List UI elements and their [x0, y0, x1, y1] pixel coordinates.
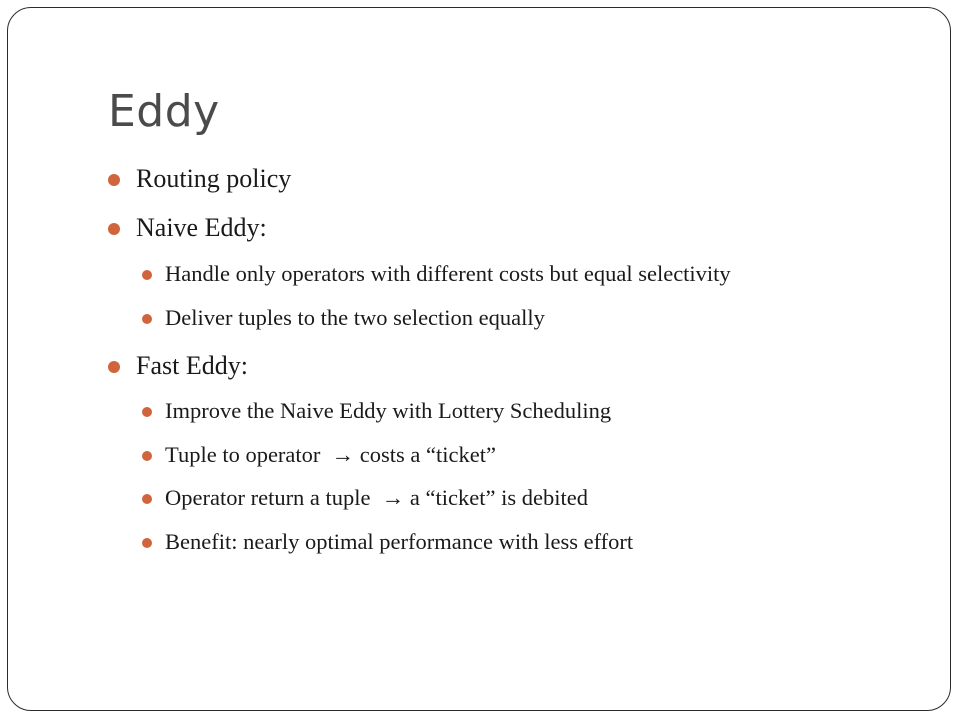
- sub-bullet-operator-return: [142, 482, 588, 514]
- bullet-fast-eddy: [108, 348, 248, 384]
- sub-bullet-tuple-to-operator: [142, 439, 496, 471]
- bullet-dot-icon: [142, 270, 152, 280]
- bullet-naive-eddy: [108, 210, 267, 246]
- bullet-text: Routing policy: [136, 164, 292, 193]
- sub-bullet-deliver-tuples: [142, 302, 545, 334]
- bullet-text: Improve the Naive Eddy with Lottery Scheduling: [165, 398, 612, 423]
- bullet-routing-policy: [108, 161, 291, 197]
- bullet-dot-icon: [142, 494, 152, 504]
- bullet-text: Benefit: nearly optimal performance with less effort: [165, 529, 634, 554]
- bullet-text: Fast Eddy:: [136, 351, 248, 380]
- slide-title: Eddy: [108, 86, 220, 137]
- bullet-text: Deliver tuples to the two selection equally: [165, 305, 545, 330]
- bullet-text: Operator return a tuple → a “ticket” is debited: [165, 485, 588, 510]
- sub-bullet-lottery-scheduling: [142, 395, 611, 427]
- bullet-dot-icon: [142, 451, 152, 461]
- bullet-dot-icon: [142, 314, 152, 324]
- bullet-text: Tuple to operator → costs a “ticket”: [165, 442, 496, 467]
- bullet-dot-icon: [108, 174, 120, 186]
- bullet-text: Naive Eddy:: [136, 213, 267, 242]
- bullet-dot-icon: [142, 407, 152, 417]
- sub-bullet-handle-operators: [142, 258, 731, 290]
- bullet-text: Handle only operators with different costs but equal selectivity: [165, 261, 731, 286]
- bullet-dot-icon: [142, 538, 152, 548]
- bullet-dot-icon: [108, 361, 120, 373]
- bullet-dot-icon: [108, 223, 120, 235]
- sub-bullet-benefit: [142, 526, 633, 558]
